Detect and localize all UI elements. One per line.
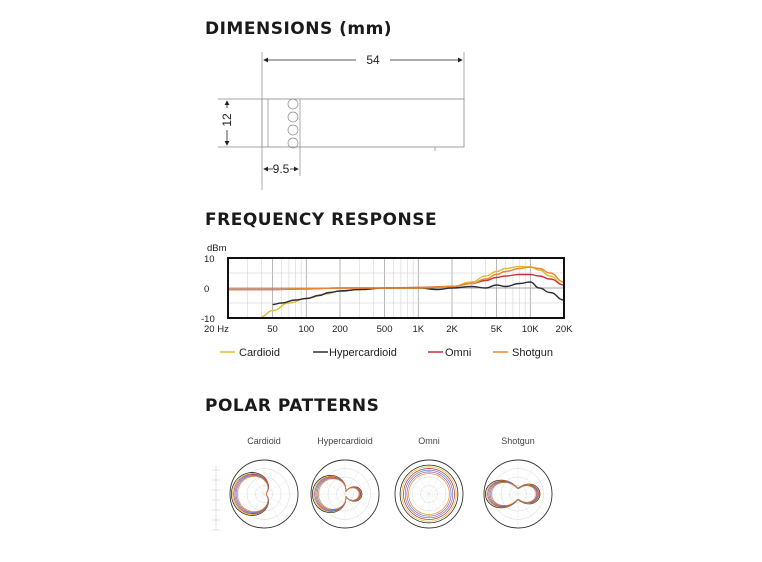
polar-label-cardioid: Cardioid <box>247 436 281 446</box>
polar-label-shotgun: Shotgun <box>501 436 535 446</box>
grille-length-label: 9.5 <box>272 162 290 176</box>
legend-label-hypercardioid: Hypercardioid <box>329 347 397 359</box>
x-tick-label: 200 <box>332 324 348 335</box>
y-tick-label: 0 <box>204 284 210 295</box>
y-tick-label: -10 <box>201 314 215 325</box>
x-tick-label: 100 <box>298 324 315 335</box>
x-tick-label: 50 <box>267 324 278 335</box>
legend-label-omni: Omni <box>445 347 472 359</box>
length-label: 54 <box>366 53 380 67</box>
frequency-response-title: FREQUENCY RESPONSE <box>205 210 438 230</box>
x-tick-label: 500 <box>376 324 393 335</box>
x-tick-label: 2K <box>446 324 458 335</box>
polar-label-hypercardioid: Hypercardioid <box>317 436 373 446</box>
polar-key <box>212 466 220 530</box>
legend-label-cardioid: Cardioid <box>239 347 280 359</box>
polar-plots <box>230 460 552 528</box>
x-tick-label: 5K <box>490 324 503 335</box>
x-tick-label: 20 Hz <box>204 324 229 335</box>
x-tick-label: 20K <box>555 324 573 335</box>
y-tick-label: 10 <box>204 254 215 265</box>
polar-patterns-title: POLAR PATTERNS <box>205 396 380 416</box>
x-tick-label: 1K <box>412 324 425 335</box>
polar-label-omni: Omni <box>418 436 440 446</box>
diameter-label: 12 <box>220 113 234 127</box>
x-tick-label: 10K <box>521 324 539 335</box>
y-axis-label: dBm <box>207 243 227 254</box>
dimensions-title: DIMENSIONS (mm) <box>205 19 393 39</box>
legend-label-shotgun: Shotgun <box>512 347 553 359</box>
